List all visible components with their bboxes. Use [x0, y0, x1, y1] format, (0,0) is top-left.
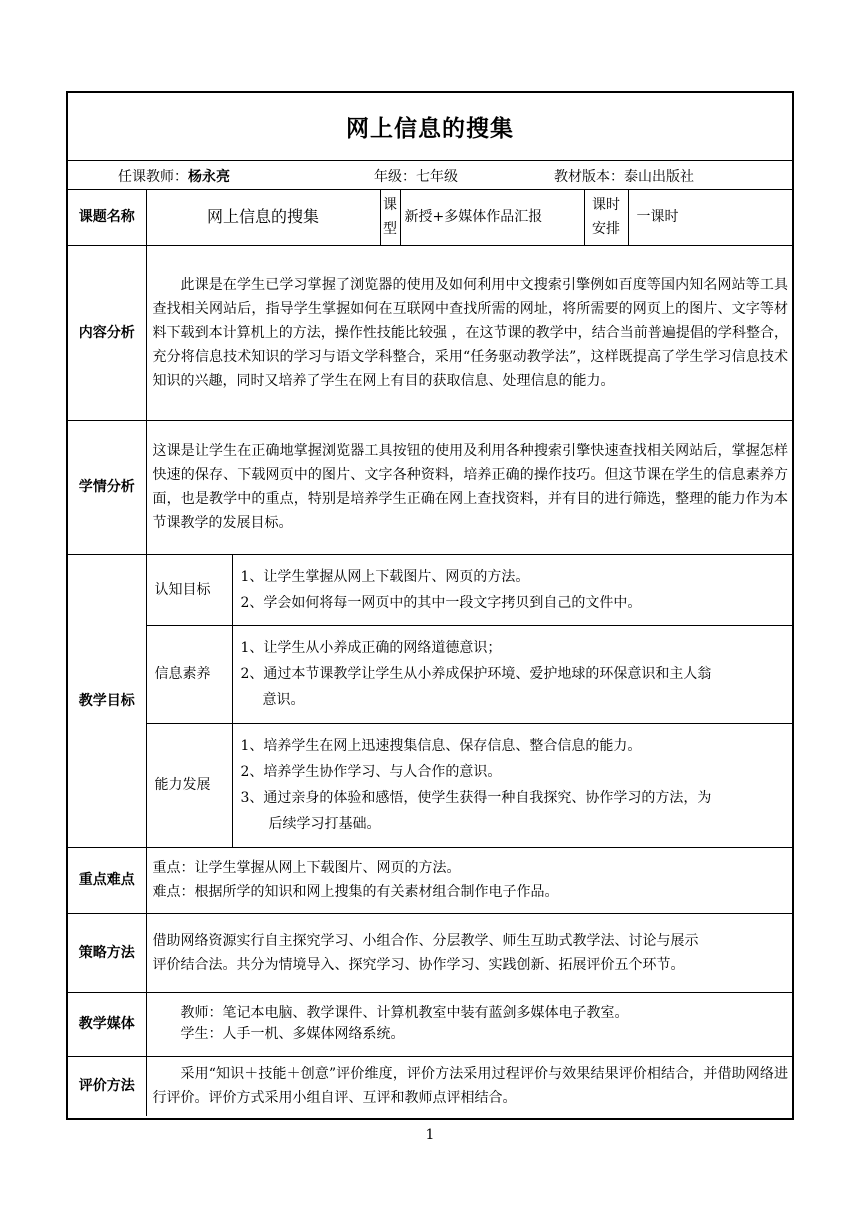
topic-label: 课题名称 — [68, 189, 146, 245]
ability-item-2: 2、培养学生协作学习、与人合作的意识。 — [240, 764, 502, 780]
ability-item-3-cont: 后续学习打基础。 — [268, 816, 381, 832]
ability-label: 能力发展 — [146, 723, 232, 847]
media-label: 教学媒体 — [68, 992, 146, 1056]
strategy-line-1: 借助网络资源实行自主探究学习、小组合作、分层教学、师生互助式教学法、讨论与展示 — [152, 932, 699, 949]
teacher-info — [118, 166, 230, 186]
goal-ability-row — [68, 723, 794, 847]
plan-grid — [68, 189, 794, 1116]
cognitive-item-1: 1、让学生掌握从网上下载图片、网页的方法。 — [240, 568, 530, 585]
key-points-content — [146, 847, 794, 913]
goal-cognitive-row — [68, 554, 794, 625]
schedule-label — [584, 189, 628, 245]
goal-literacy-row — [68, 625, 794, 723]
type-value: 新授+多媒体作品汇报 — [400, 189, 584, 245]
teacher-label: 任课教师： — [118, 169, 188, 185]
cognitive-item-2: 2、学会如何将每一网页中的其中一段文字拷贝到自己的文件中。 — [240, 594, 642, 611]
teacher-name: 杨永亮 — [188, 169, 230, 185]
evaluation-label: 评价方法 — [68, 1056, 146, 1116]
evaluation-row — [68, 1056, 794, 1116]
media-row — [68, 992, 794, 1056]
schedule-label-line1: 课时 — [592, 196, 621, 213]
key-focus: 重点：让学生掌握从网上下载图片、网页的方法。 — [152, 860, 461, 876]
page-title: 网上信息的搜集 — [346, 116, 514, 142]
type-label-line1: 课 — [383, 196, 398, 213]
evaluation-text: 采用“知识＋技能＋创意”评价维度，评价方法采用过程评价与效果结果评价相结合，并借助网络进行评价。评价方式采用小组自评、互评和教师点评相结合。 — [146, 1056, 794, 1116]
literacy-label: 信息素养 — [146, 625, 232, 723]
content-analysis-label: 内容分析 — [68, 245, 146, 420]
media-teacher: 教师：笔记本电脑、教学课件、计算机教室中装有蓝剑多媒体电子教室。 — [180, 1005, 629, 1021]
key-points-row — [68, 847, 794, 913]
title-row — [68, 93, 792, 161]
textbook-info: 教材版本：泰山出版社 — [554, 169, 694, 185]
learner-analysis-row — [68, 420, 794, 554]
key-difficulty: 难点：根据所学的知识和网上搜集的有关素材组合制作电子作品。 — [152, 884, 559, 900]
type-label — [380, 189, 400, 245]
key-points-label: 重点难点 — [68, 847, 146, 913]
ability-item-3: 3、通过亲身的体验和感悟，使学生获得一种自我探究、协作学习的方法，为 — [240, 790, 712, 806]
topic-row — [68, 189, 794, 245]
grade-info: 年级：七年级 — [374, 169, 458, 185]
lesson-plan-table — [66, 91, 794, 1120]
literacy-item-2: 2、通过本节课教学让学生从小养成保护环境、爱护地球的环保意识和主人翁 — [240, 666, 712, 682]
schedule-label-line2: 安排 — [592, 220, 621, 237]
literacy-item-1: 1、让学生从小养成正确的网络道德意识； — [240, 640, 502, 656]
media-student: 学生：人手一机、多媒体网络系统。 — [180, 1026, 405, 1042]
strategy-line-2: 评价结合法。共分为情境导入、探究学习、协作学习、实践创新、拓展评价五个环节。 — [152, 956, 685, 973]
media-content — [146, 992, 794, 1056]
schedule-value: 一课时 — [628, 189, 794, 245]
ability-content — [232, 723, 794, 847]
ability-item-1: 1、培养学生在网上迅速搜集信息、保存信息、整合信息的能力。 — [240, 738, 642, 754]
content-analysis-text: 此课是在学生已学习掌握了浏览器的使用及如何利用中文搜索引擎例如百度等国内知名网站等工具查找相关网站后，指导学生掌握如何在互联网中查找所需的网址，将所需要的网页上的图片、文字等材料下载到本计算机上的方法，操作性技能比较强 ，在这节课的教学中，结合当前普遍提倡的学科整合，充分将信息技术知识的学习与语文学科整合，采用“任务驱动教学法”，这样既提高了学生学习信息技术知识的兴趣，同时又培养了学生在网上有目的获取信息、处理信息的能力。 — [146, 245, 794, 420]
teaching-goals-label: 教学目标 — [68, 554, 146, 847]
content-analysis-row — [68, 245, 794, 420]
literacy-content — [232, 625, 794, 723]
cognitive-content — [232, 554, 794, 625]
page-number: 1 — [425, 1127, 435, 1143]
strategy-row — [68, 913, 794, 992]
type-label-line2: 型 — [383, 220, 398, 237]
strategy-label: 策略方法 — [68, 913, 146, 992]
learner-analysis-label: 学情分析 — [68, 420, 146, 554]
cognitive-label: 认知目标 — [146, 554, 232, 625]
topic-value: 网上信息的搜集 — [146, 189, 380, 245]
strategy-content — [146, 913, 794, 992]
learner-analysis-text: 这课是让学生在正确地掌握浏览器工具按钮的使用及利用各种搜索引擎快速查找相关网站后，掌握怎样快速的保存、下载网页中的图片、文字各种资料，培养正确的操作技巧。但这节课在学生的信息素养方面，也是教学中的重点，特别是培养学生正确在网上查找资料，并有目的进行筛选，整理的能力作为本节课教学的发展目标。 — [146, 420, 794, 554]
literacy-item-2-cont: 意识。 — [262, 692, 305, 708]
info-row — [68, 160, 792, 190]
